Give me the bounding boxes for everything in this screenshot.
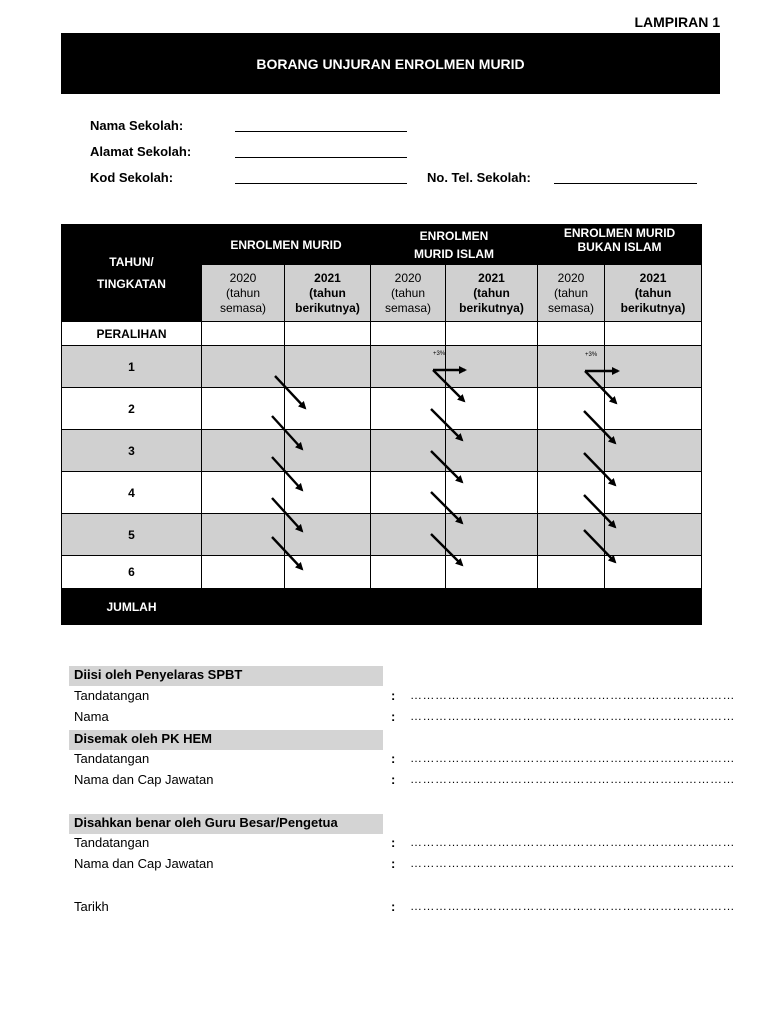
- tandatangan-field[interactable]: ……………………………………………………………………: [410, 688, 735, 702]
- year-current-header: [371, 265, 446, 322]
- group-label: MURID ISLAM: [414, 246, 495, 261]
- year-note: berikutnya): [295, 300, 360, 315]
- row-label: 2: [62, 388, 202, 430]
- input-cell[interactable]: [202, 388, 285, 430]
- growth-label: +3%: [585, 352, 598, 358]
- nama-cap-label: Nama dan Cap Jawatan: [74, 856, 214, 871]
- year-next-header: [446, 265, 538, 322]
- total-label: JUMLAH: [62, 589, 202, 625]
- table-row: [62, 346, 702, 388]
- input-cell[interactable]: [446, 430, 538, 472]
- input-cell[interactable]: [605, 388, 702, 430]
- table-row: [62, 430, 702, 472]
- year-note: semasa): [219, 300, 266, 315]
- input-cell[interactable]: [371, 556, 446, 589]
- total-cell[interactable]: [605, 589, 702, 625]
- year-current-header: [202, 265, 285, 322]
- input-cell[interactable]: [202, 346, 285, 388]
- group-label: ENROLMEN: [419, 228, 489, 243]
- year-text: 2020: [394, 270, 422, 285]
- input-cell[interactable]: [285, 346, 371, 388]
- input-cell[interactable]: [446, 388, 538, 430]
- colon: :: [391, 688, 396, 703]
- year-note: (tahun: [225, 285, 261, 300]
- input-cell[interactable]: [285, 514, 371, 556]
- colon: :: [391, 899, 396, 914]
- form-title: BORANG UNJURAN ENROLMEN MURID: [61, 33, 720, 94]
- input-cell[interactable]: [202, 514, 285, 556]
- alamat-sekolah-label: Alamat Sekolah:: [90, 144, 192, 159]
- input-cell[interactable]: [605, 514, 702, 556]
- input-cell[interactable]: [446, 346, 538, 388]
- year-note: (tahun: [634, 285, 672, 300]
- input-cell[interactable]: [538, 388, 605, 430]
- group-label: ENROLMEN MURID: [230, 237, 342, 252]
- row-label: 4: [62, 472, 202, 514]
- input-cell[interactable]: [371, 472, 446, 514]
- total-cell[interactable]: [446, 589, 538, 625]
- input-cell[interactable]: [605, 322, 702, 346]
- input-cell[interactable]: [202, 322, 285, 346]
- kod-sekolah-field[interactable]: [235, 183, 407, 184]
- table-row: [62, 556, 702, 589]
- year-note: (tahun: [391, 285, 426, 300]
- year-next-header: [605, 265, 702, 322]
- growth-label: +3%: [433, 351, 446, 357]
- nama-sekolah-label: Nama Sekolah:: [90, 118, 184, 133]
- total-cell[interactable]: [371, 589, 446, 625]
- year-text: 2020: [229, 270, 257, 285]
- tingkatan-label: TINGKATAN: [97, 277, 166, 291]
- input-cell[interactable]: [538, 322, 605, 346]
- input-cell[interactable]: [371, 322, 446, 346]
- row-label: 3: [62, 430, 202, 472]
- year-note: berikutnya): [620, 300, 686, 315]
- alamat-sekolah-field[interactable]: [235, 157, 407, 158]
- section-pk-hem: Disemak oleh PK HEM: [69, 730, 383, 750]
- enrolmen-islam-header: [371, 225, 538, 265]
- input-cell[interactable]: [285, 472, 371, 514]
- table-row: [62, 472, 702, 514]
- year-note: (tahun: [473, 285, 510, 300]
- year-text: 2021: [478, 270, 505, 285]
- table-row: [62, 514, 702, 556]
- tahun-header: [62, 225, 202, 322]
- enrolmen-murid-header: [202, 225, 371, 265]
- tandatangan-label: Tandatangan: [74, 751, 150, 766]
- total-row: [62, 589, 702, 625]
- year-text: 2021: [639, 270, 667, 285]
- tandatangan-label: Tandatangan: [74, 688, 150, 703]
- year-text: 2021: [314, 270, 341, 285]
- enrolment-table: [61, 224, 702, 625]
- no-tel-field[interactable]: [554, 183, 697, 184]
- input-cell[interactable]: [285, 556, 371, 589]
- nama-sekolah-field[interactable]: [235, 131, 407, 132]
- input-cell[interactable]: [605, 556, 702, 589]
- year-next-header: [285, 265, 371, 322]
- colon: :: [391, 772, 396, 787]
- input-cell[interactable]: [605, 346, 702, 388]
- lampiran-label: LAMPIRAN 1: [634, 14, 720, 30]
- total-cell[interactable]: [538, 589, 605, 625]
- input-cell[interactable]: [538, 430, 605, 472]
- input-cell[interactable]: [371, 514, 446, 556]
- input-cell[interactable]: [538, 346, 605, 388]
- tarikh-label: Tarikh: [74, 899, 109, 914]
- section-penyelaras: Diisi oleh Penyelaras SPBT: [69, 666, 383, 686]
- group-label: BUKAN ISLAM: [577, 239, 662, 254]
- colon: :: [391, 751, 396, 766]
- tarikh-field[interactable]: ……………………………………………………………………: [410, 899, 735, 913]
- table-row: [62, 388, 702, 430]
- input-cell[interactable]: [446, 556, 538, 589]
- tahun-label: TAHUN/: [109, 255, 154, 269]
- total-cell[interactable]: [285, 589, 371, 625]
- input-cell[interactable]: [371, 388, 446, 430]
- input-cell[interactable]: [605, 430, 702, 472]
- table-row: [62, 322, 702, 346]
- input-cell[interactable]: [285, 322, 371, 346]
- nama-field[interactable]: ……………………………………………………………………: [410, 709, 735, 723]
- row-label: 5: [62, 514, 202, 556]
- nama-cap-label: Nama dan Cap Jawatan: [74, 772, 214, 787]
- colon: :: [391, 709, 396, 724]
- tandatangan-field[interactable]: ……………………………………………………………………: [410, 751, 735, 765]
- input-cell[interactable]: [446, 514, 538, 556]
- row-label: 6: [62, 556, 202, 589]
- input-cell[interactable]: [285, 388, 371, 430]
- row-label: 1: [62, 346, 202, 388]
- tandatangan-field[interactable]: ……………………………………………………………………: [410, 835, 735, 849]
- colon: :: [391, 856, 396, 871]
- input-cell[interactable]: [202, 472, 285, 514]
- year-note: (tahun: [309, 285, 346, 300]
- section-guru-besar: Disahkan benar oleh Guru Besar/Pengetua: [69, 814, 383, 834]
- nama-cap-field[interactable]: ……………………………………………………………………: [410, 772, 735, 786]
- row-label: PERALIHAN: [62, 322, 202, 346]
- input-cell[interactable]: [538, 472, 605, 514]
- year-note: semasa): [548, 300, 595, 315]
- year-note: (tahun: [554, 285, 589, 300]
- input-cell[interactable]: [202, 430, 285, 472]
- input-cell[interactable]: [446, 472, 538, 514]
- input-cell[interactable]: [371, 430, 446, 472]
- input-cell[interactable]: [285, 430, 371, 472]
- no-tel-label: No. Tel. Sekolah:: [427, 170, 531, 185]
- tandatangan-label: Tandatangan: [74, 835, 150, 850]
- colon: :: [391, 835, 396, 850]
- input-cell[interactable]: [202, 556, 285, 589]
- input-cell[interactable]: [538, 514, 605, 556]
- year-note: berikutnya): [459, 300, 524, 315]
- input-cell[interactable]: [538, 556, 605, 589]
- enrolmen-bukan-islam-header: [538, 225, 702, 265]
- input-cell[interactable]: [446, 322, 538, 346]
- input-cell[interactable]: [605, 472, 702, 514]
- kod-sekolah-label: Kod Sekolah:: [90, 170, 174, 185]
- group-label: ENROLMEN MURID: [563, 225, 676, 240]
- total-cell[interactable]: [202, 589, 285, 625]
- nama-cap-field[interactable]: ……………………………………………………………………: [410, 856, 735, 870]
- year-text: 2020: [557, 270, 585, 285]
- year-current-header: [538, 265, 605, 322]
- input-cell[interactable]: [371, 346, 446, 388]
- nama-label: Nama: [74, 709, 109, 724]
- year-note: semasa): [385, 300, 432, 315]
